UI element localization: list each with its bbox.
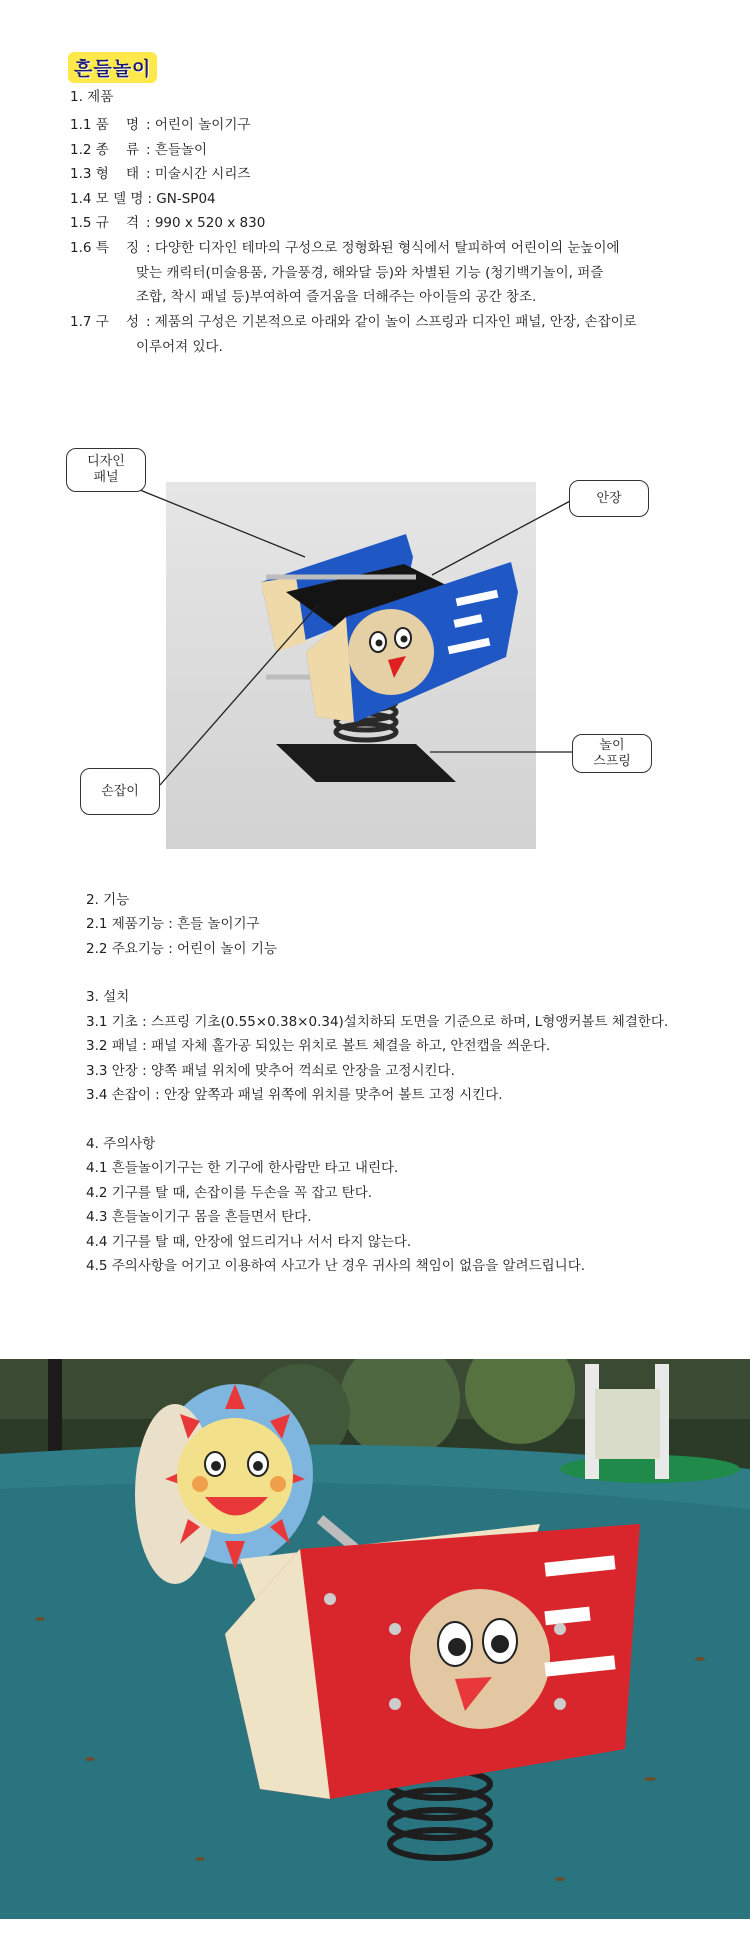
callout-text: 패널 (93, 470, 119, 485)
list-item: 4.3 흔들놀이기구 몸을 흔들면서 탄다. (86, 1209, 312, 1225)
section2-heading: 2. 기능 (86, 892, 130, 908)
feature-continuation-2: 조합, 착시 패널 등)부여하여 즐거움을 더해주는 아이들의 공간 창조. (136, 289, 537, 305)
spec-row-name (70, 113, 250, 133)
spec-row-feature (70, 236, 620, 256)
list-item: 4.1 흔들놀이기구는 한 기구에 한사람만 타고 내린다. (86, 1160, 399, 1176)
spec-key2: 명 (125, 117, 140, 133)
spec-value: : 미술시간 시리즈 (146, 166, 251, 182)
spec-key2: 징 (125, 240, 140, 256)
spec-value: : 어린이 놀이기구 (146, 117, 251, 133)
callout-text: 디자인 (87, 454, 125, 469)
spec-key: 1.4 모 델 명 (70, 191, 144, 207)
feature-continuation-1: 맞는 캐릭터(미술용품, 가을풍경, 해와달 등)와 차별된 기능 (청기백기놀이, 퍼즐 (136, 265, 604, 281)
spec-row-type (70, 138, 207, 158)
spec-key: 1.1 품 (70, 117, 109, 133)
callout-handle: 손잡이 (80, 768, 160, 815)
spec-key2: 격 (125, 215, 140, 231)
page-title: 흔들놀이 (68, 52, 157, 83)
section3-heading: 3. 설치 (86, 989, 130, 1005)
list-item: 3.3 안장 : 양쪽 패널 위치에 맞추어 꺽쇠로 안장을 고정시킨다. (86, 1063, 455, 1079)
spec-row-form (70, 162, 250, 182)
callout-text: 놀이 (599, 737, 625, 753)
spec-value: : 다양한 디자인 테마의 구성으로 정형화된 형식에서 탈피하여 어린이의 눈높이에 (146, 240, 620, 256)
spec-key2: 성 (125, 314, 140, 330)
list-item: 2.1 제품기능 : 흔들 놀이기구 (86, 916, 260, 932)
spec-value: : GN-SP04 (147, 191, 216, 207)
list-item: 3.1 기초 : 스프링 기초(0.55×0.38×0.34)설치하되 도면을 기준으로 하며, L형앵커볼트 체결한다. (86, 1014, 669, 1030)
list-item: 3.4 손잡이 : 안장 앞쪽과 패널 위쪽에 위치를 맞추어 볼트 고정 시킨다. (86, 1087, 503, 1103)
section4-heading: 4. 주의사항 (86, 1136, 156, 1152)
spec-key2: 류 (125, 142, 140, 158)
spec-key: 1.5 규 (70, 215, 109, 231)
spec-key2: 태 (125, 166, 140, 182)
list-item: 3.2 패널 : 패널 자체 홀가공 되있는 위치로 볼트 체결을 하고, 안전캡을 씌운다. (86, 1038, 551, 1054)
list-item: 4.4 기구를 탈 때, 안장에 엎드리거나 서서 타지 않는다. (86, 1234, 412, 1250)
composition-continuation: 이루어져 있다. (136, 339, 223, 355)
installed-photo-svg (0, 1359, 750, 1919)
spec-row-model (70, 187, 216, 207)
spec-key: 1.2 종 (70, 142, 109, 158)
callout-text: 스프링 (593, 753, 631, 769)
list-item: 4.5 주의사항을 어기고 이용하여 사고가 난 경우 귀사의 책임이 없음을 알려드립니다. (86, 1258, 586, 1274)
list-item: 2.2 주요기능 : 어린이 놀이 기능 (86, 941, 277, 957)
callout-saddle: 안장 (569, 480, 649, 517)
spec-value: : 제품의 구성은 기본적으로 아래와 같이 놀이 스프링과 디자인 패널, 안장, 손잡이로 (146, 314, 637, 330)
spec-key: 1.6 특 (70, 240, 109, 256)
callout-spring (572, 734, 652, 773)
spec-key: 1.7 구 (70, 314, 109, 330)
spec-value: : 흔들놀이 (146, 142, 208, 158)
section1-heading: 1. 제품 (70, 89, 114, 105)
list-item: 4.2 기구를 탈 때, 손잡이를 두손을 꼭 잡고 탄다. (86, 1185, 373, 1201)
installed-product-photo (0, 1359, 750, 1919)
spec-value: : 990 x 520 x 830 (146, 215, 266, 231)
spec-row-composition (70, 310, 637, 330)
spec-row-size (70, 211, 265, 231)
spec-key: 1.3 형 (70, 166, 109, 182)
callout-design-panel (66, 448, 146, 492)
